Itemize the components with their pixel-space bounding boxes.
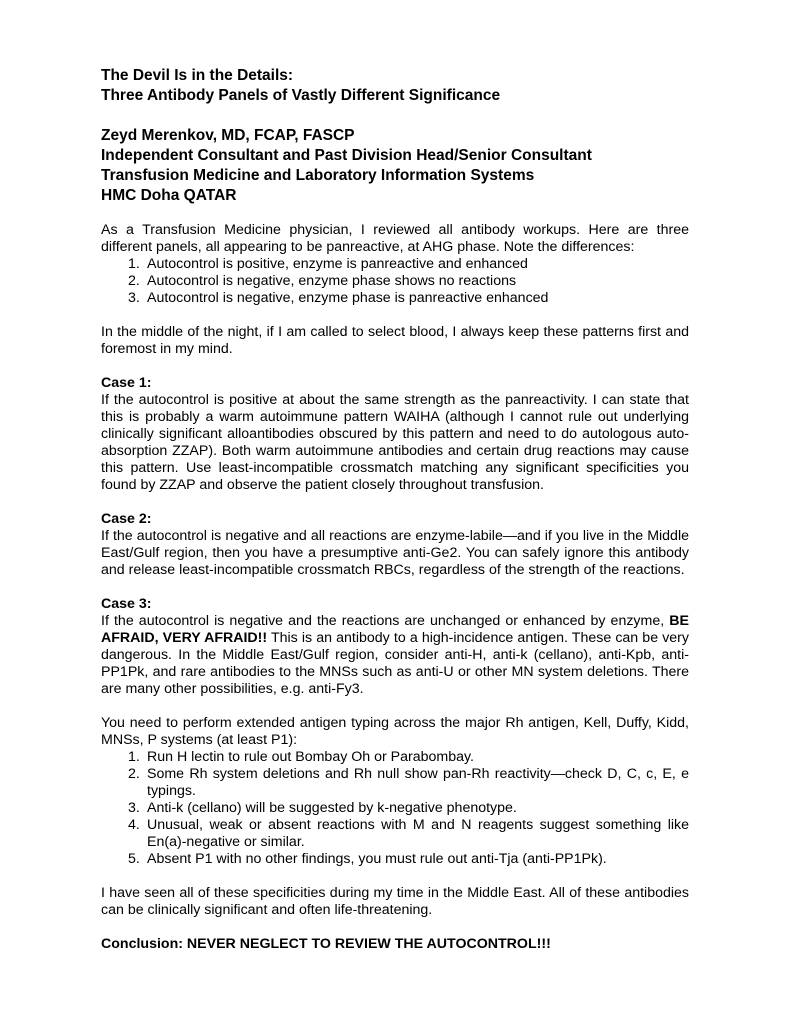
author-department: Transfusion Medicine and Laboratory Information Systems — [101, 167, 535, 184]
author-name: Zeyd Merenkov, MD, FCAP, FASCP — [101, 127, 355, 144]
list-item: Autocontrol is negative, enzyme phase shows no reactions — [147, 273, 517, 289]
midnight-paragraph: In the middle of the night, if I am called to select blood, I always keep these patterns first and foremost in my mind. — [101, 324, 689, 357]
list-item: Anti-k (cellano) will be suggested by k-negative phenotype. — [147, 800, 517, 816]
case3-paragraph — [101, 613, 689, 698]
case3-heading: Case 3: — [101, 596, 152, 612]
case1-paragraph: If the autocontrol is positive at about the same strength as the panreactivity. I can state that this is probably a warm autoimmune pattern WAIHA (although I cannot rule out underlying clinically significant alloantibodies obscured by this pattern and need to do autologous auto-absorption ZZAP). Both warm autoimmune antibodies and certain drug reactions may cause this pattern. Use least-incompatible crossmatch matching any significant specificities you found by ZZAP and observe the patient closely throughout transfusion. — [101, 392, 689, 493]
closing-paragraph: I have seen all of these specificities during my time in the Middle East. All of these antibodies can be clinically significant and often life-threatening. — [101, 885, 689, 918]
conclusion-line: Conclusion: NEVER NEGLECT TO REVIEW THE AUTOCONTROL!!! — [101, 936, 551, 952]
typing-paragraph: You need to perform extended antigen typing across the major Rh antigen, Kell, Duffy, Kidd, MNSs, P systems (at least P1): — [101, 715, 689, 748]
intro-list — [101, 256, 689, 307]
list-item: Run H lectin to rule out Bombay Oh or Parabombay. — [147, 749, 474, 765]
list-item: Unusual, weak or absent reactions with M and N reagents suggest something like En(a)-negative or similar. — [147, 817, 689, 850]
list-item: Autocontrol is positive, enzyme is panreactive and enhanced — [147, 256, 528, 272]
case3-text-post: This is an antibody to a high-incidence antigen. These can be very dangerous. In the Middle East/Gulf region, consider anti-H, anti-k (cellano), anti-Kpb, anti-PP1Pk, and rare antibodies to the MNSs such as anti-U or other MN system deletions. There are many other possibilities, e.g. anti-Fy3. — [101, 630, 689, 697]
case2-paragraph: If the autocontrol is negative and all reactions are enzyme-labile—and if you live in the Middle East/Gulf region, then you have a presumptive anti-Ge2. You can safely ignore this antibody and release least-incompatible crossmatch RBCs, regardless of the strength of the reactions. — [101, 528, 689, 578]
title-line-2: Three Antibody Panels of Vastly Different Significance — [101, 87, 501, 104]
case2-heading: Case 2: — [101, 511, 152, 527]
list-item: Some Rh system deletions and Rh null show pan-Rh reactivity—check D, C, c, E, e typings. — [147, 766, 689, 799]
typing-list — [101, 749, 689, 868]
title-line-1: The Devil Is in the Details: — [101, 67, 294, 84]
case3-text-pre: If the autocontrol is negative and the reactions are unchanged or enhanced by enzyme, — [101, 613, 670, 629]
list-item: Absent P1 with no other findings, you must rule out anti-Tja (anti-PP1Pk). — [147, 851, 607, 867]
document-title — [101, 66, 689, 106]
case1-heading: Case 1: — [101, 375, 152, 391]
author-location: HMC Doha QATAR — [101, 187, 237, 204]
list-item: Autocontrol is negative, enzyme phase is panreactive enhanced — [147, 290, 549, 306]
intro-paragraph: As a Transfusion Medicine physician, I reviewed all antibody workups. Here are three different panels, all appearing to be panreactive, at AHG phase. Note the differences: — [101, 222, 689, 255]
document-page — [101, 66, 689, 953]
case3-warning-text: BE AFRAID, VERY AFRAID!! — [101, 613, 689, 646]
author-block — [101, 126, 689, 206]
author-role: Independent Consultant and Past Division Head/Senior Consultant — [101, 147, 592, 164]
